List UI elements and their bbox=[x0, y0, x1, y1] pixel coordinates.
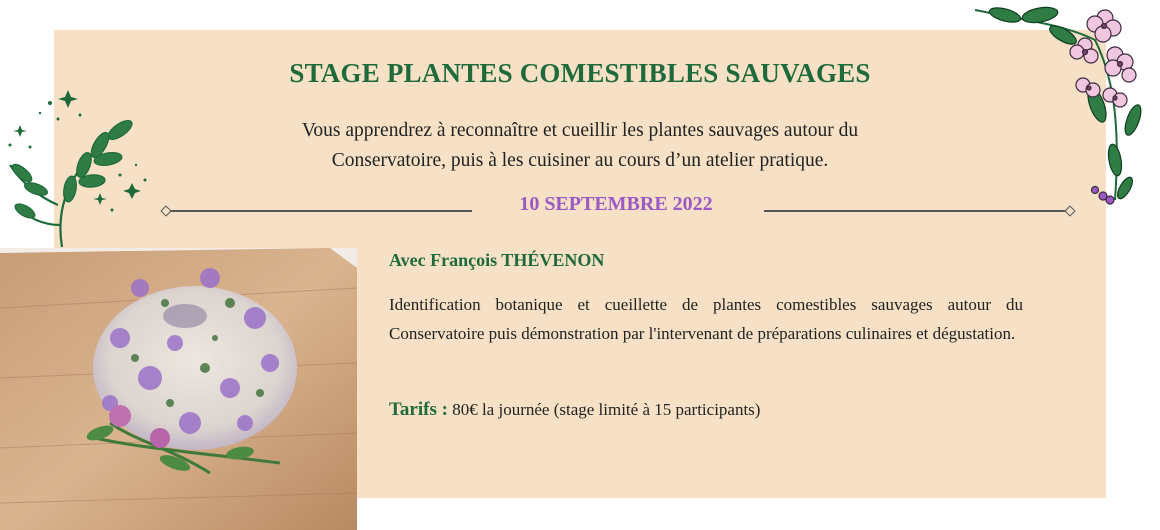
event-description: Identification botanique et cueillette de plantes comestibles sauvages autour du Conservatoire puis démonstration par l'intervenant de préparations culinaires et dégustation. bbox=[389, 295, 1023, 343]
intro-line-1: Vous apprendrez à reconnaître et cueillir les plantes sauvages autour du bbox=[301, 120, 859, 141]
fern-leaf-sparkle-icon bbox=[0, 85, 160, 250]
event-date: 10 SEPTEMBRE 2022 bbox=[519, 193, 713, 215]
tarifs-label: Tarifs : bbox=[389, 399, 448, 420]
intro-text bbox=[230, 116, 930, 176]
speaker-name: Avec François THÉVENON bbox=[389, 250, 605, 270]
tarifs-line bbox=[389, 399, 760, 421]
intro-line-2: Conservatoire, puis à les cuisiner au cours d’un atelier pratique. bbox=[331, 150, 829, 171]
divider-right bbox=[764, 210, 1070, 212]
divider-left bbox=[166, 210, 472, 212]
flower-branch-icon bbox=[965, 0, 1160, 215]
flower-cheese-wheel-image bbox=[0, 248, 357, 530]
tarifs-value: 80€ la journée (stage limité à 15 participants) bbox=[452, 400, 761, 419]
page-title: STAGE PLANTES COMESTIBLES SAUVAGES bbox=[289, 58, 871, 88]
